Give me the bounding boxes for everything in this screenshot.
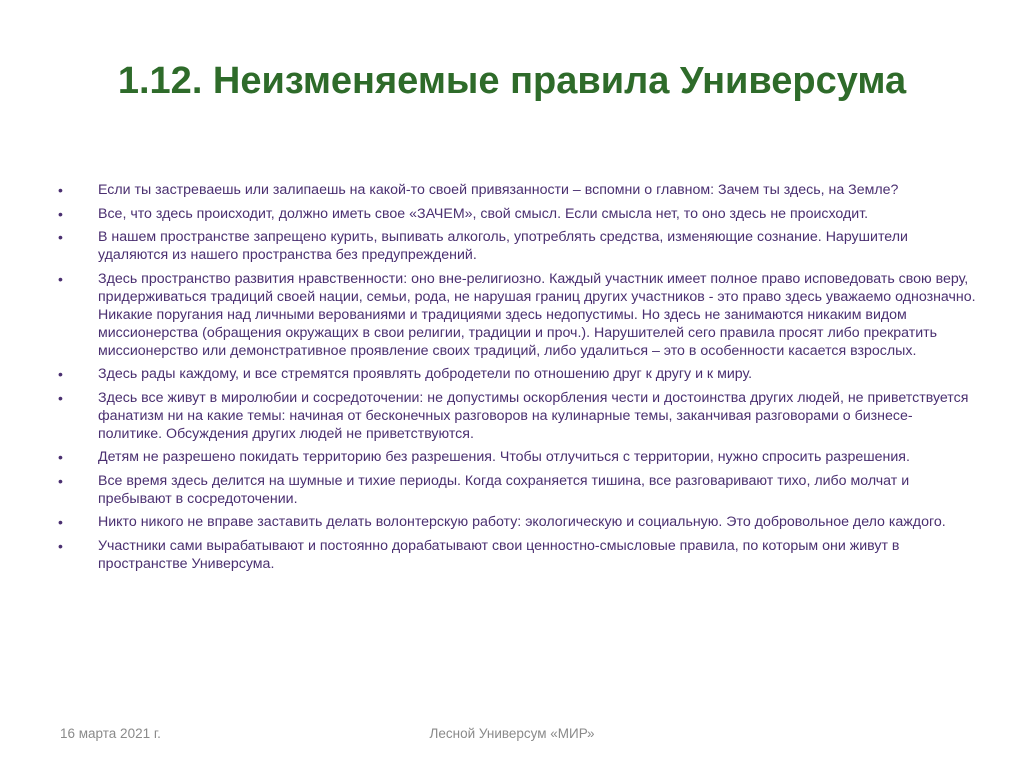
bullet-text: Здесь рады каждому, и все стремятся проявлять добродетели по отношению друг к другу и к миру. xyxy=(98,366,753,382)
bullet-item-7 xyxy=(56,448,976,466)
bullet-icon: • xyxy=(58,389,63,406)
bullet-text: В нашем пространстве запрещено курить, выпивать алкоголь, употреблять средства, изменяющие сознание. Нарушители удаляются из нашего пространства без предупреждений. xyxy=(98,229,908,263)
slide-content xyxy=(56,181,976,578)
bullet-icon: • xyxy=(58,537,63,554)
bullet-text: Участники сами вырабатывают и постоянно дорабатывают свои ценностно-смысловые правила, по которым они живут в пространстве Универсума. xyxy=(98,537,900,572)
bullet-icon: • xyxy=(58,205,63,222)
bullet-item-6 xyxy=(56,389,976,443)
bullet-item-5 xyxy=(56,365,976,383)
bullet-icon: • xyxy=(58,514,63,530)
bullet-text: Все, что здесь происходит, должно иметь свое «ЗАЧЕМ», свой смысл. Если смысла нет, то оно здесь не происходит. xyxy=(98,205,869,222)
bullet-list xyxy=(56,181,976,573)
bullet-item-9 xyxy=(56,513,976,531)
bullet-text: Если ты застреваешь или залипаешь на какой-то своей привязанности – вспомни о главном: Зачем ты здесь, на Земле? xyxy=(98,182,899,198)
bullet-item-8 xyxy=(56,472,976,508)
bullet-item-10 xyxy=(56,537,976,573)
bullet-item-2 xyxy=(56,205,976,223)
bullet-icon: • xyxy=(58,449,63,465)
bullet-text: Здесь пространство развития нравственности: оно вне-религиозно. Каждый участник имеет полное право исповедовать свою веру, придерживаться традиций своей нации, семьи, рода, не нарушая границ других участников - это право здесь уважаемо однозначно. Никакие поругания над личными верованиями и традициями здесь недопустимы. Но здесь не занимаются никаким видом миссионерства (обращения окружащих в свои религии, традиции и проч.). Нарушителей сего правила просят либо прекратить миссионерство или демонстративное проявление своих традиций, либо удалиться – это в особенности касается взрослых. xyxy=(98,270,976,359)
bullet-icon: • xyxy=(58,229,63,245)
bullet-item-1 xyxy=(56,181,976,199)
bullet-text: Здесь все живут в миролюбии и сосредоточении: не допустимы оскорбления чести и достоинства других людей, не приветствуется фанатизм ни на какие темы: начиная от бесконечных разговоров на кулинарные темы, заканчивая разговорами о бизнесе-политике. Обсуждения других людей не приветствуются. xyxy=(98,389,969,442)
bullet-icon: • xyxy=(58,366,63,382)
footer-date: 16 марта 2021 г. xyxy=(60,726,161,741)
footer-title: Лесной Универсум «МИР» xyxy=(429,726,595,741)
bullet-text: Никто никого не вправе заставить делать волонтерскую работу: экологическую и социальную. Это добровольное дело каждого. xyxy=(98,514,946,530)
bullet-icon: • xyxy=(58,472,63,489)
slide-title: 1.12. Неизменяемые правила Универсума xyxy=(117,60,907,102)
bullet-item-4 xyxy=(56,270,976,360)
bullet-icon: • xyxy=(58,270,63,287)
bullet-text: Все время здесь делится на шумные и тихие периоды. Когда сохраняется тишина, все разговаривают тихо, либо молчат и пребывают в сосредоточении. xyxy=(98,472,910,507)
bullet-icon: • xyxy=(58,182,63,198)
bullet-text: Детям не разрешено покидать территорию без разрешения. Чтобы отлучиться с территории, нужно спросить разрешения. xyxy=(98,449,910,465)
bullet-item-3 xyxy=(56,228,976,264)
